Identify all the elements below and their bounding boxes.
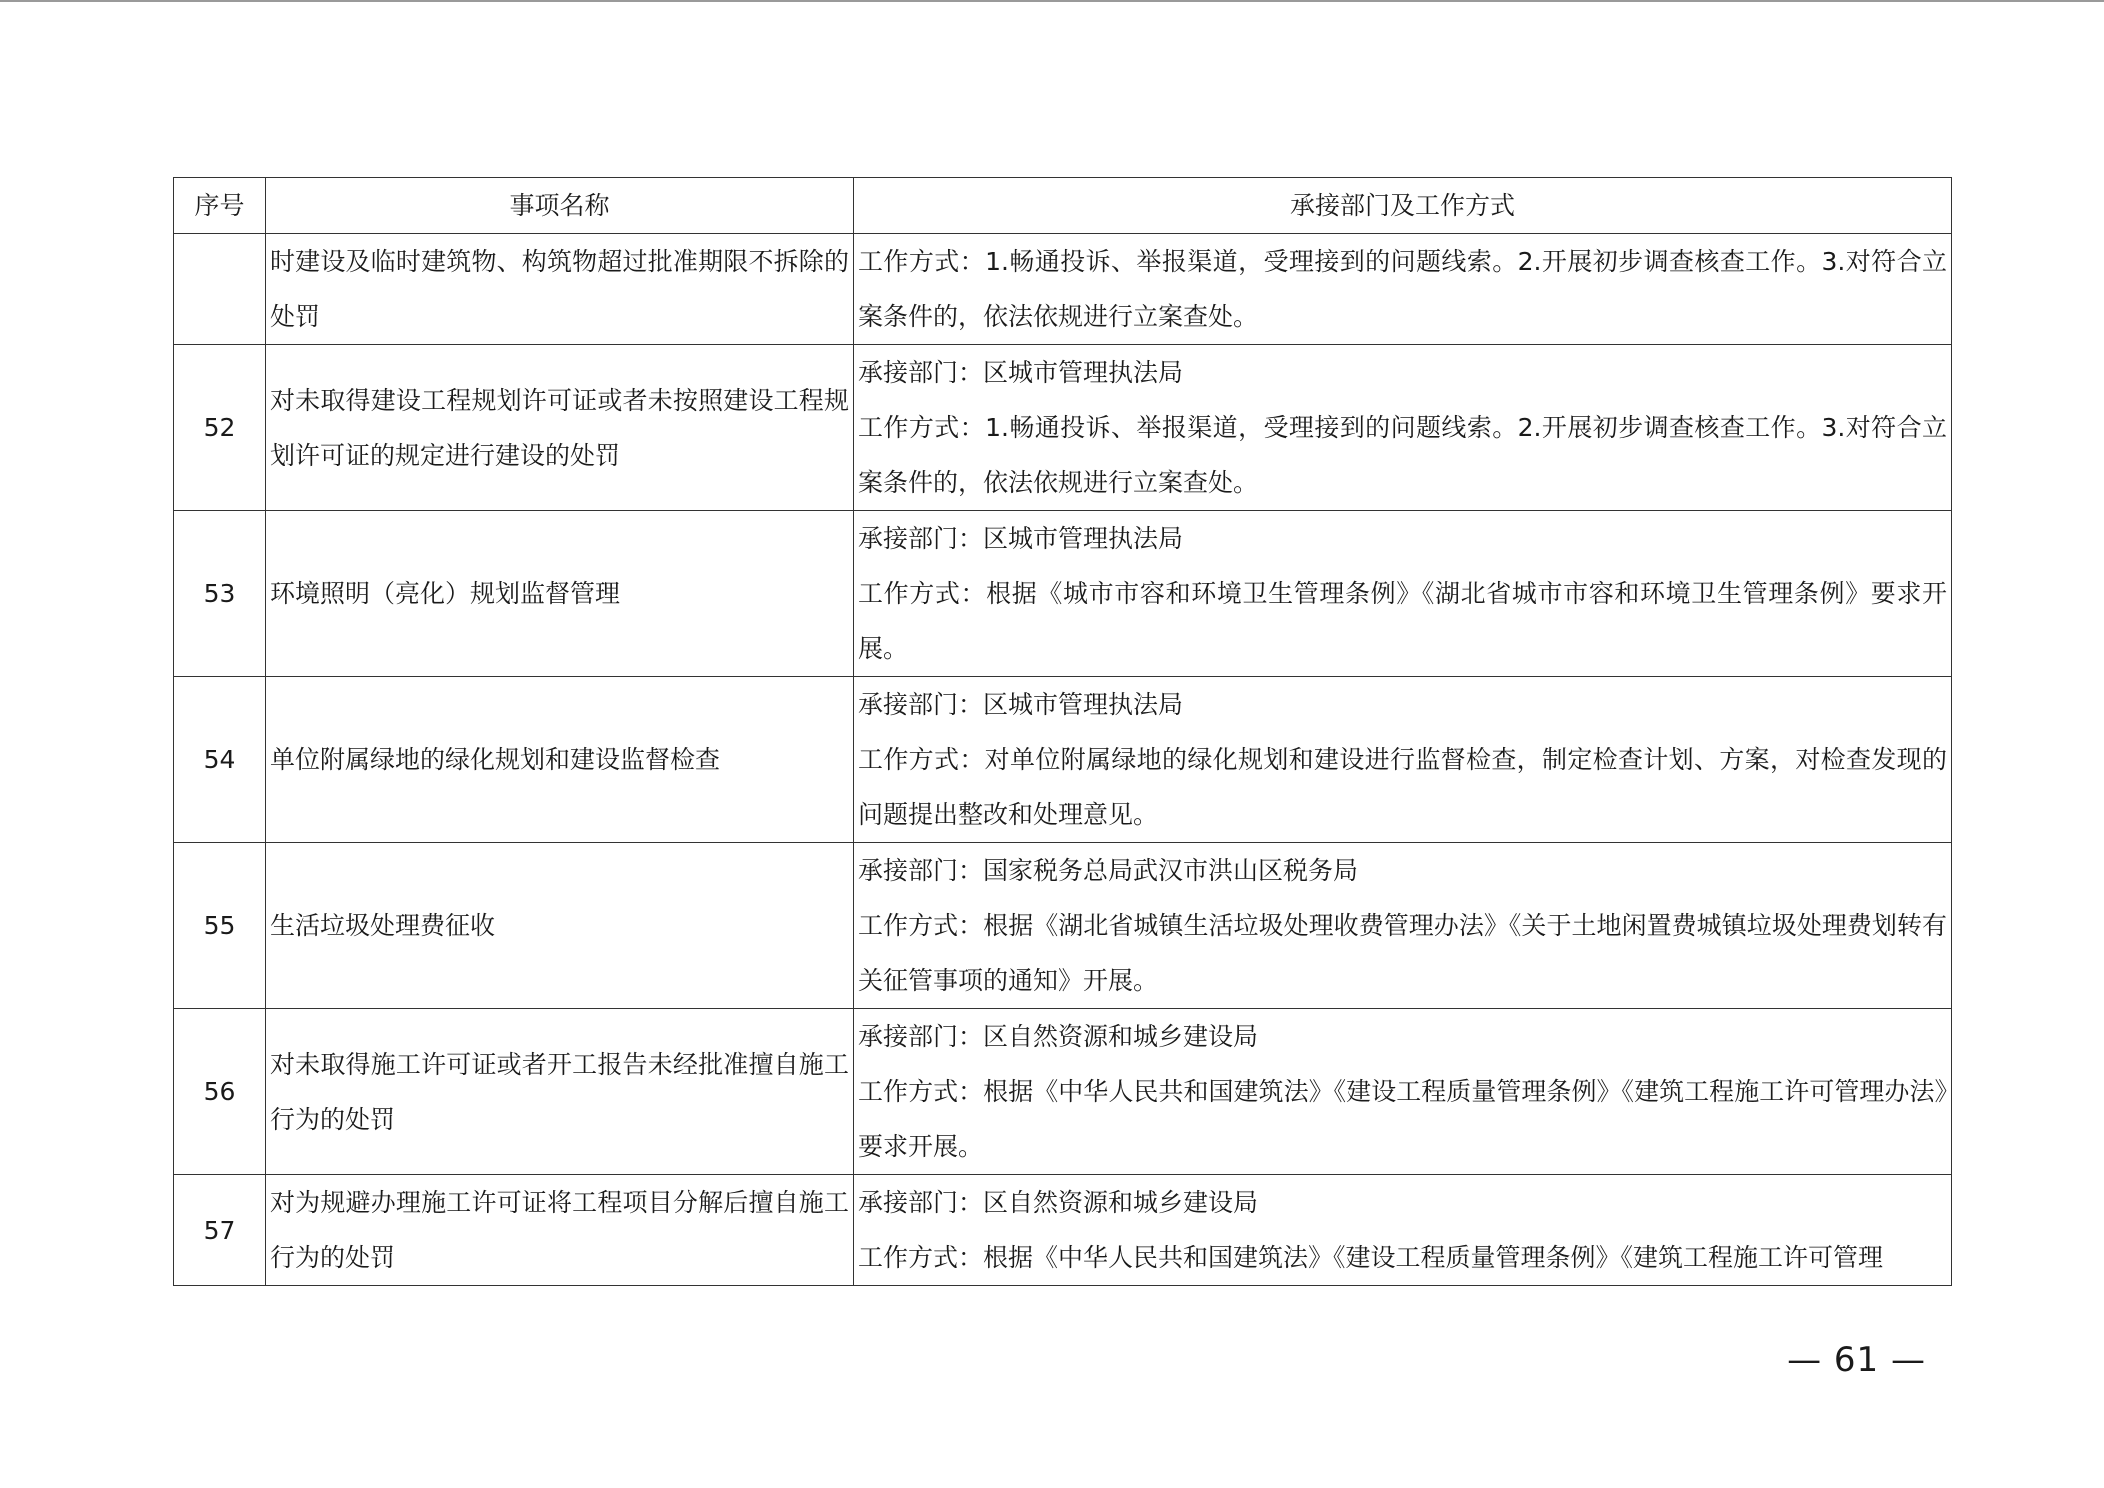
table-row [174,843,1952,1009]
department-method-cell [854,677,1952,843]
header-matter-name: 事项名称 [266,178,854,234]
table-row [174,511,1952,677]
row-number: 52 [174,345,266,511]
table-row [174,677,1952,843]
row-number: 56 [174,1009,266,1175]
department-method-cell [854,511,1952,677]
table-row [174,234,1952,345]
matter-name: 生活垃圾处理费征收 [266,843,854,1009]
table-row [174,1175,1952,1286]
matter-name: 对未取得施工许可证或者开工报告未经批准擅自施工行为的处罚 [266,1009,854,1175]
row-number: 57 [174,1175,266,1286]
table-row [174,345,1952,511]
work-method: 工作方式：对单位附属绿地的绿化规划和建设进行监督检查，制定检查计划、方案，对检查发现的问题提出整改和处理意见。 [858,745,1947,829]
undertaking-department: 承接部门：区自然资源和城乡建设局 [858,1188,1259,1217]
matter-name: 时建设及临时建筑物、构筑物超过批准期限不拆除的处罚 [266,234,854,345]
work-method: 工作方式：根据《湖北省城镇生活垃圾处理收费管理办法》《关于土地闲置费城镇垃圾处理费划转有关征管事项的通知》开展。 [858,911,1947,995]
matter-name: 对未取得建设工程规划许可证或者未按照建设工程规划许可证的规定进行建设的处罚 [266,345,854,511]
department-method-cell [854,1175,1952,1286]
department-method-cell [854,345,1952,511]
undertaking-department: 承接部门：区城市管理执法局 [858,690,1184,719]
row-number: 55 [174,843,266,1009]
department-method-cell [854,1009,1952,1175]
row-number: 54 [174,677,266,843]
top-border-line [0,0,2104,2]
matter-name: 对为规避办理施工许可证将工程项目分解后擅自施工行为的处罚 [266,1175,854,1286]
matter-name: 环境照明（亮化）规划监督管理 [266,511,854,677]
department-method-cell [854,234,1952,345]
undertaking-department: 承接部门：区自然资源和城乡建设局 [858,1022,1259,1051]
undertaking-department: 承接部门：国家税务总局武汉市洪山区税务局 [858,856,1359,885]
row-number [174,234,266,345]
work-method: 工作方式：根据《中华人民共和国建筑法》《建设工程质量管理条例》《建筑工程施工许可管理 [858,1243,1884,1272]
table-row [174,1009,1952,1175]
table-header-row [174,178,1952,234]
work-method: 工作方式：根据《城市市容和环境卫生管理条例》《湖北省城市市容和环境卫生管理条例》要求开展。 [858,579,1947,663]
work-method: 工作方式：1.畅通投诉、举报渠道，受理接到的问题线索。2.开展初步调查核查工作。3.对符合立案条件的，依法依规进行立案查处。 [858,247,1947,331]
page-number: — 61 — [1787,1340,1926,1380]
header-serial-number: 序号 [174,178,266,234]
department-method-cell [854,843,1952,1009]
matters-table [173,177,1952,1286]
work-method: 工作方式：根据《中华人民共和国建筑法》《建设工程质量管理条例》《建筑工程施工许可管理办法》要求开展。 [858,1077,1947,1161]
matter-name: 单位附属绿地的绿化规划和建设监督检查 [266,677,854,843]
work-method: 工作方式：1.畅通投诉、举报渠道，受理接到的问题线索。2.开展初步调查核查工作。3.对符合立案条件的，依法依规进行立案查处。 [858,413,1947,497]
undertaking-department: 承接部门：区城市管理执法局 [858,524,1184,553]
header-department-method: 承接部门及工作方式 [854,178,1952,234]
row-number: 53 [174,511,266,677]
undertaking-department: 承接部门：区城市管理执法局 [858,358,1184,387]
